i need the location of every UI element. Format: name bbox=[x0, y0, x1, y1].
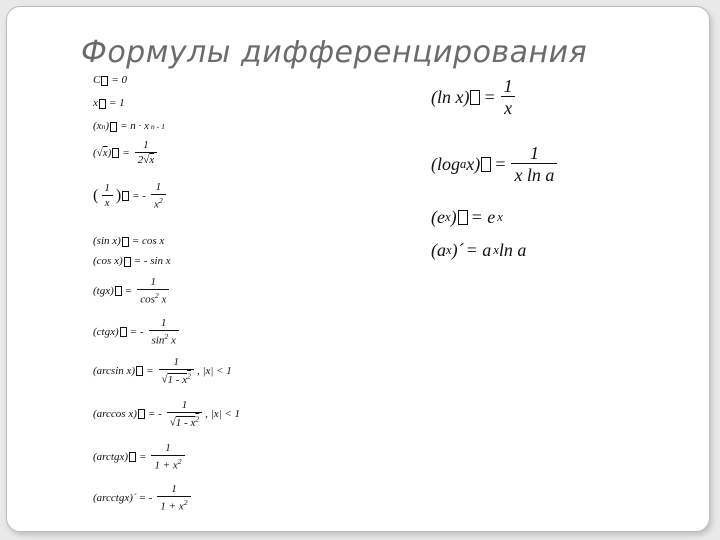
slide-title: Формулы дифференцирования bbox=[81, 35, 588, 70]
formula-arctg bbox=[93, 443, 188, 472]
denominator: 2√x bbox=[135, 152, 157, 166]
formula-exponent: x bbox=[444, 209, 451, 224]
formula-x bbox=[93, 98, 127, 109]
fraction bbox=[167, 400, 202, 429]
den-tail: x bbox=[158, 293, 167, 306]
formula-ctg bbox=[93, 318, 182, 347]
formula-lhs: C bbox=[93, 74, 101, 86]
formula-lhs: (x bbox=[93, 120, 102, 132]
formula-exponent: n bbox=[101, 121, 106, 131]
fraction bbox=[137, 277, 169, 306]
formula-ax bbox=[431, 241, 526, 259]
prime-box-icon bbox=[124, 257, 131, 267]
formula-lhs: (arcsin x) bbox=[93, 364, 136, 377]
den-radicand bbox=[175, 414, 200, 429]
formula-eq: = bbox=[122, 146, 130, 159]
den-base: sin bbox=[151, 334, 165, 347]
prime-box-icon bbox=[136, 366, 143, 376]
formula-arg: x bbox=[102, 146, 108, 159]
formula-eq: = a bbox=[465, 240, 492, 260]
formula-arccos bbox=[93, 400, 240, 429]
den-exponent: 2 bbox=[164, 332, 169, 341]
den-base: 1 - x bbox=[167, 373, 188, 386]
formula-exponent: n - 1 bbox=[150, 121, 165, 131]
den-exponent: 2 bbox=[158, 196, 163, 205]
formula-paren: ) bbox=[107, 146, 112, 159]
fraction bbox=[151, 182, 166, 211]
prime-box-icon bbox=[99, 99, 106, 109]
fraction bbox=[511, 144, 557, 184]
formula-lhs: x bbox=[93, 97, 98, 109]
coef: 2 bbox=[137, 154, 144, 166]
formula-rhs: = - sin x bbox=[133, 255, 171, 267]
formula-lhs: (arccos x) bbox=[93, 407, 137, 420]
formula-lhs: (ctgx) bbox=[93, 325, 119, 338]
formula-eq: = - bbox=[129, 325, 144, 338]
formula-exponent: x bbox=[497, 209, 503, 224]
den-exponent: 2 bbox=[183, 498, 188, 507]
den-exponent: 2 bbox=[177, 457, 182, 466]
numerator: 1 bbox=[165, 442, 171, 454]
fraction bbox=[135, 140, 157, 166]
formula-rhs: = 1 bbox=[108, 97, 125, 109]
den-exponent: 2 bbox=[195, 414, 200, 423]
prime-box-icon bbox=[122, 237, 129, 247]
formula-constant bbox=[93, 75, 129, 86]
formula-exponent: x bbox=[446, 242, 452, 257]
denominator: x ln a bbox=[511, 163, 557, 184]
formula-eq: = bbox=[124, 284, 133, 297]
slide bbox=[6, 6, 710, 532]
prime-box-icon bbox=[470, 90, 480, 105]
numerator: 1 bbox=[503, 76, 513, 96]
prime-box-icon bbox=[458, 210, 468, 225]
den-radicand bbox=[167, 371, 191, 386]
formula-arcctg bbox=[93, 484, 194, 513]
formula-paren: ) bbox=[450, 207, 457, 227]
denominator: $√1 - x^2$ bbox=[167, 412, 202, 429]
formula-log bbox=[431, 144, 560, 184]
formula-arg: x) bbox=[466, 154, 481, 174]
numerator: 1 bbox=[173, 356, 179, 368]
formula-eq: = bbox=[494, 154, 507, 174]
formula-paren: ) bbox=[105, 120, 110, 132]
formula-paren: )´ bbox=[451, 240, 464, 260]
den-arg: x bbox=[149, 154, 155, 166]
formula-eq: = - bbox=[132, 189, 146, 202]
formula-eq: = - bbox=[138, 491, 153, 504]
fraction bbox=[501, 77, 516, 117]
formula-lhs: (arctgx) bbox=[93, 450, 129, 463]
denominator bbox=[149, 330, 179, 347]
formula-rhs: = cos x bbox=[131, 235, 165, 247]
formula-condition: , |x| < 1 bbox=[205, 407, 241, 420]
right-bracket-icon: ) bbox=[115, 187, 122, 205]
formula-eq: = bbox=[139, 450, 147, 463]
den-exponent: 2 bbox=[154, 291, 159, 300]
formula-reciprocal bbox=[93, 182, 169, 211]
prime-box-icon bbox=[112, 148, 119, 158]
formula-eq: = bbox=[146, 364, 154, 377]
formula-lhs: (sin x) bbox=[93, 235, 121, 247]
den-base: 1 + x bbox=[160, 500, 184, 513]
denominator bbox=[151, 194, 166, 211]
fraction bbox=[149, 318, 179, 347]
prime-box-icon bbox=[481, 157, 491, 172]
den-base: x bbox=[154, 198, 159, 211]
formula-rhs: = 0 bbox=[111, 74, 128, 86]
numerator: 1 bbox=[171, 483, 177, 495]
formula-lhs: (ln x) bbox=[431, 87, 470, 107]
den-base: cos bbox=[140, 293, 155, 306]
formula-lhs: (a bbox=[431, 240, 446, 260]
formula-eq: = - bbox=[147, 407, 162, 420]
fraction bbox=[157, 484, 190, 513]
prime-box-icon bbox=[129, 452, 136, 462]
prime-box-icon bbox=[138, 409, 145, 419]
formula-lhs: (e bbox=[431, 207, 445, 227]
fraction bbox=[151, 443, 184, 472]
formula-exp bbox=[431, 208, 503, 226]
den-base: 1 - x bbox=[175, 416, 196, 429]
den-base: 1 + x bbox=[154, 459, 178, 472]
denominator: x bbox=[501, 96, 515, 117]
prime-box-icon bbox=[110, 122, 117, 132]
formula-eq: = e bbox=[470, 207, 496, 227]
denominator: $√1 - x^2$ bbox=[159, 369, 194, 386]
numerator: 1 bbox=[181, 399, 188, 411]
numerator: 1 bbox=[104, 182, 110, 195]
fraction bbox=[101, 183, 113, 209]
numerator: 1 bbox=[155, 181, 162, 193]
formula-rhs: = n · x bbox=[120, 120, 149, 132]
prime-box-icon bbox=[122, 191, 129, 201]
formula-ln bbox=[431, 77, 519, 117]
numerator: 1 bbox=[160, 317, 167, 329]
formula-cos bbox=[93, 256, 173, 267]
denominator bbox=[151, 455, 184, 472]
formula-sqrt bbox=[93, 140, 160, 166]
numerator: 1 bbox=[143, 139, 149, 151]
formula-tail: ln a bbox=[498, 240, 527, 260]
formula-subscript: a bbox=[460, 156, 467, 171]
formula-arcsin bbox=[93, 357, 232, 386]
prime-box-icon bbox=[115, 286, 122, 296]
formula-lhs: (√ bbox=[93, 146, 103, 159]
formula-exponent: x bbox=[493, 242, 499, 257]
numerator: 1 bbox=[529, 143, 539, 163]
formula-power bbox=[93, 121, 165, 132]
formula-eq: = bbox=[483, 87, 496, 107]
left-bracket-icon: ( bbox=[93, 187, 99, 205]
prime-box-icon bbox=[120, 327, 127, 337]
formula-condition: , |x| < 1 bbox=[196, 364, 232, 377]
fraction bbox=[159, 357, 194, 386]
denominator bbox=[157, 496, 190, 513]
formula-lhs: (tgx) bbox=[93, 284, 114, 297]
den-exponent: 2 bbox=[187, 371, 191, 380]
den-tail: x bbox=[168, 334, 176, 347]
formula-lhs: (arcctgx)´ bbox=[93, 491, 137, 504]
prime-box-icon bbox=[101, 76, 108, 86]
formula-sin bbox=[93, 236, 166, 247]
denominator: x bbox=[102, 195, 113, 209]
formula-lhs: (cos x) bbox=[93, 255, 123, 267]
numerator: 1 bbox=[150, 276, 157, 288]
formula-lhs: (log bbox=[431, 154, 460, 174]
formula-tg bbox=[93, 277, 172, 306]
denominator bbox=[137, 289, 169, 306]
